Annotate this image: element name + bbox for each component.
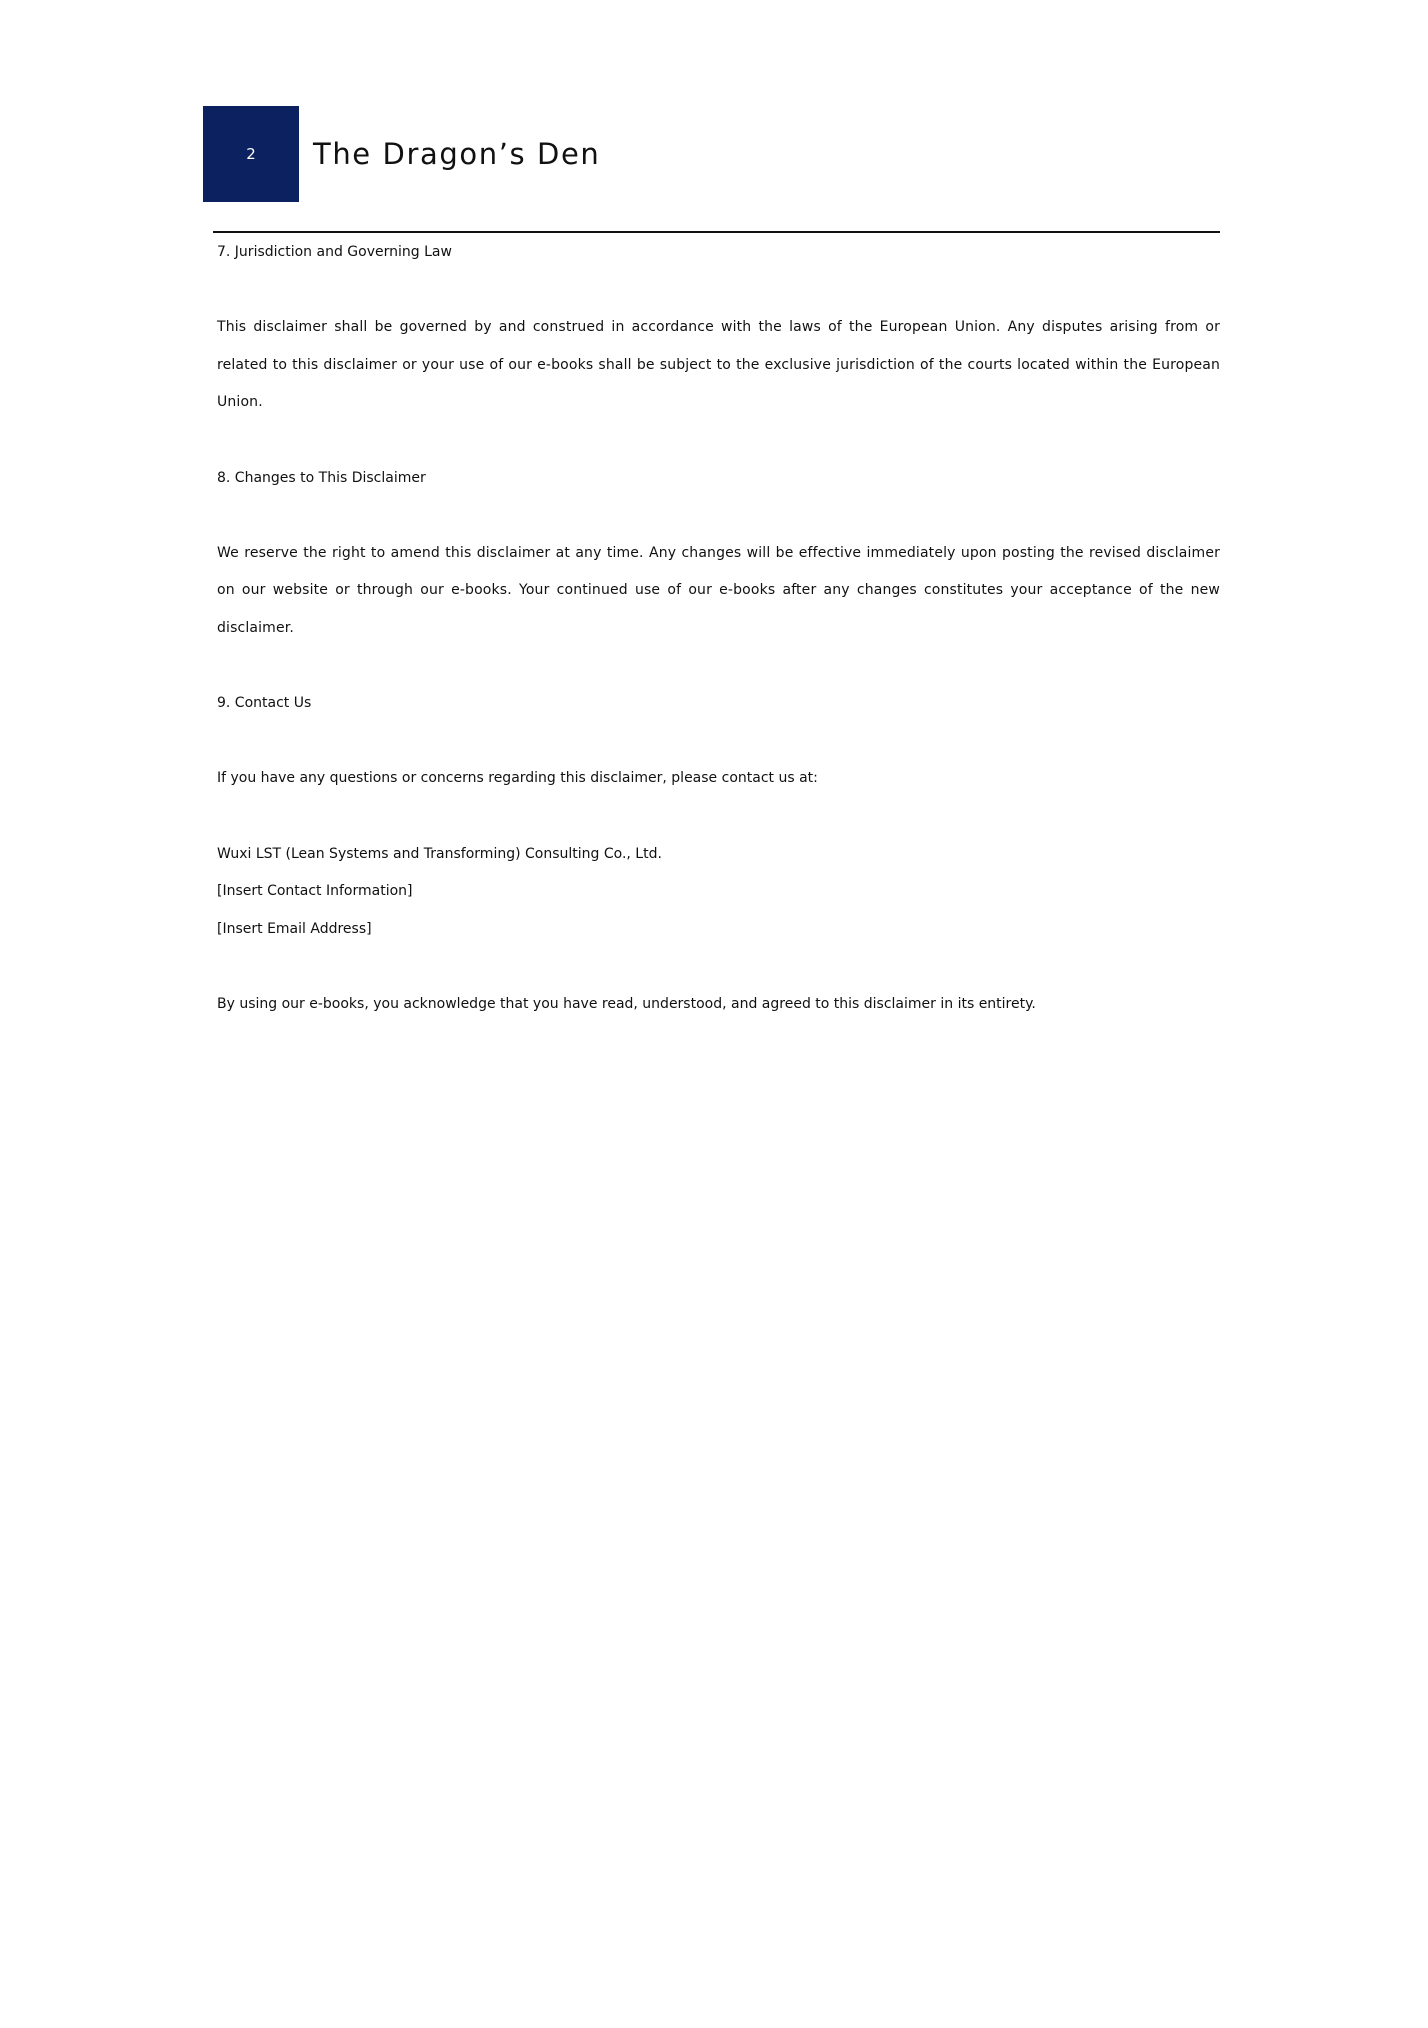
document-body [217,234,1220,1023]
spacer [217,723,1220,761]
spacer [217,272,1220,310]
closing-statement: By using our e-books, you acknowledge that you have read, understood, and agreed to this disclaimer in its entirety. [217,995,1036,1012]
spacer [217,948,1220,986]
contact-intro: If you have any questions or concerns regarding this disclaimer, please contact us at: [217,770,818,787]
page-number-badge [203,106,299,202]
page-number: 2 [246,145,256,163]
spacer [217,422,1220,460]
section-body-changes: We reserve the right to amend this disclaimer at any time. Any changes will be effective immediately upon posting the revised disclaimer on our website or through our e-books. Your continued use of our e-books after any changes constitutes your acceptance of the new disclaimer. [217,544,1220,636]
section-heading-contact: 9. Contact Us [217,695,312,712]
spacer [217,497,1220,535]
section-heading-changes: 8. Changes to This Disclaimer [217,469,426,486]
document-title: The Dragon’s Den [313,137,601,171]
contact-information: [Insert Contact Information] [217,883,413,900]
section-body-jurisdiction: This disclaimer shall be governed by and construed in accordance with the laws of the European Union. Any disputes arising from or related to this disclaimer or your use of our e-books shall be subject to the exclusive jurisdiction of the courts located within the European Union. [217,319,1220,411]
header-divider [213,231,1220,233]
spacer [217,648,1220,686]
spacer [217,798,1220,836]
contact-email: [Insert Email Address] [217,920,372,937]
contact-company: Wuxi LST (Lean Systems and Transforming) Consulting Co., Ltd. [217,845,662,862]
section-heading-jurisdiction: 7. Jurisdiction and Governing Law [217,244,452,260]
